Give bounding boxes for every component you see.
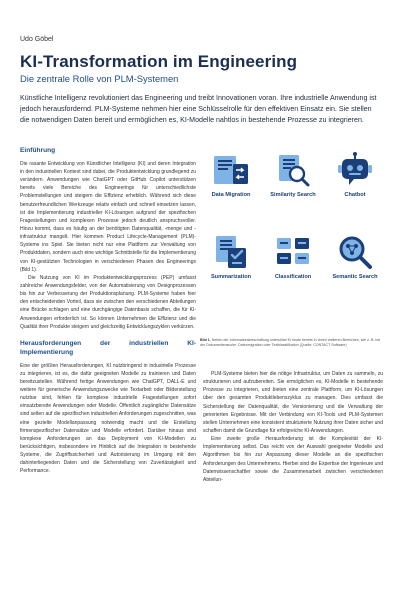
chatbot-icon (335, 150, 375, 190)
figure-label-chatbot: Chatbot (344, 192, 366, 198)
article-author: Udo Göbel (20, 36, 54, 43)
figure-label-classification: Classification (274, 274, 312, 280)
challenges-paragraph-1: Eine der größten Herausforderungen, KI nutzbringend in industrielle Prozesse zu integrieren, ist es, die dafür geeigneten Modelle zu trainieren und Daten bereitzustellen. Während fertige Anwendungen wie ChatGPT, DALL-E und weitere für generische Anwendungszwecke wie Textarbeit oder Bilderstellung nutzbar sind, fehlen für komplexe industrielle Fragestellungen sofort einsatzbereite Anwendungen oder Modelle. Öffentlich zugängliche Datensätze sind selten auf die spezifischen industriellen Anforderungen zugeschnitten, was eine gezielte Modellanpassung notwendig macht und die Erstellung firmenspezifischer Datensätze und Modelle erfordert. Darüber hinaus sind komplexe Anforderungen an das Deployment von KI-Modellen zu berücksichtigen, insbesondere im Hinblick auf die Integration in bestehende Systeme, die Zugriffssicherheit und Autorisierung im Umgang mit den dahinterliegenden Daten und die Sicherstellung von Zuverlässigkeit und Performance. (20, 362, 196, 475)
figure-item-classification (262, 232, 324, 281)
figure-caption-label: Bild 1. (200, 338, 211, 342)
figure-ai-use-cases (200, 150, 385, 330)
figure-caption (200, 338, 385, 348)
figure-item-summarization (200, 232, 262, 281)
figure-label-similarity-search: Similarity Search (270, 192, 316, 198)
figure-label-semantic-search: Semantic Search (332, 274, 378, 280)
article-subtitle: Die zentrale Rolle von PLM-Systemen (20, 73, 179, 84)
right-column (203, 370, 383, 484)
data-migration-icon (211, 150, 251, 190)
figure-item-similarity-search (262, 150, 324, 199)
article-title: KI-Transformation im Engineering (20, 52, 298, 71)
figure-item-chatbot (324, 150, 386, 199)
figure-caption-text: Neben der Informationsbeschaffung unterstützt KI heute bereits in vielen weiteren Bereichen, wie z. B. bei der Dokumentensuche, Datenmigration oder Textklassifikation (Quelle: CONTACT Software) (200, 338, 381, 348)
intro-heading: Einführung (20, 147, 56, 154)
figure-item-data-migration (200, 150, 262, 199)
intro-paragraph-1: Die rasante Entwicklung von Künstlicher Intelligenz (KI) und deren Integration in den industriellen Kontext sind dabei, die Produktentwicklung grundlegend zu verändern. Anwendungen wie ChatGPT oder GitHub Copilot unterstützen bereits viele Bereiche des Engineerings für unterschiedlichste Problemstellungen und steigern die Effizienz erheblich. Während sich diese benutzerfreundlichen Werkzeuge relativ einfach und schnell einsetzen lassen, ist die Implementierung industrieller KI-Lösungen aufgrund der spezifischen Fragestellungen und komplexen Prozesse jedoch deutlich anspruchsvoller. Hinzu kommt, dass es häufig an der benötigten Datenqualität, -menge und -infrastruktur mangelt. Hier kommen Product Lifecycle-Management (PLM)-Systeme ins Spiel. Sie bieten nicht nur eine Plattform zur Verwaltung von Produktdaten, sondern auch eine wichtige Schnittstelle für die Implementierung von KI-gestützten Technologien in verschiedenen Phasen des Engineerings (Bild 1). (20, 160, 196, 273)
article-lead: Künstliche Intelligenz revolutioniert das Engineering und treibt Innovationen voran. Ihre industrielle Anwendung ist jedoch herausfordernd. PLM-Systeme nehmen hier eine Schlüsselrolle für den effektiven Einsatz ein. Sie stellen die notwendigen Daten bereit und ermöglichen es, KI-Modelle nahtlos in bestehende Prozesse zu integrieren. (20, 94, 377, 124)
similarity-search-icon (273, 150, 313, 190)
semantic-search-icon (335, 232, 375, 272)
figure-label-summarization: Summarization (210, 274, 252, 280)
figure-item-semantic-search (324, 232, 386, 281)
figure-label-data-migration: Data Migration (211, 192, 251, 198)
challenges-heading: Herausforderungen der industriellen KI-Implementierung (20, 339, 196, 356)
left-column (20, 147, 196, 476)
intro-paragraph-2: Die Nutzung von KI im Produktentwicklungsprozess (PEP) umfasst zahlreiche Anwendungsfelder, von der Automatisierung von Designprozessen bis hin zur Verbesserung der Produktionsplanung. PLM-Systeme haben hier den entscheidenden Vorteil, dass sie zwischen den verschiedenen Abteilungen eine Brücke schlagen und eine durchgängige Datenbasis schaffen, die für KI-Anwendungen erforderlich ist. So können Unternehmen die Effizienz und die Qualität ihrer Produkte steigern und gleichzeitig Entwicklungszyklen verkürzen. (20, 274, 196, 330)
summarization-icon (211, 232, 251, 272)
challenges-paragraph-2: PLM-Systeme bieten hier die nötige Infrastruktur, um Daten zu sammeln, zu strukturieren und aufzubereiten. Sie ermöglichen es, KI-Modelle in bestehende Prozesse zu integrieren, und bieten eine zentrale Plattform, um KI-Lösungen über den gesamten Produktlebenszyklus zu managen. Dies umfasst die Sicherstellung der Datenqualität, die Versionierung und die Verwaltung der generierten Ergebnisse. Mit der Verbindung von KI-Tools und PLM-Systemen stellen Unternehmen eine konsistent strukturierte Nutzung ihrer Daten sicher und schaffen damit die Grundlage für erfolgreiche KI-Anwendungen. (203, 371, 383, 434)
classification-icon (273, 232, 313, 272)
challenges-paragraph-3: Eine zweite große Herausforderung ist die Komplexität der KI-Implementierung selbst. Das reicht von der Auswahl geeigneter Modelle und Algorithmen bis hin zur Anpassung dieser Modelle an die spezifischen Anforderungen des Unternehmens. Hierbei sind die Expertise der Ingenieure und Datenwissenschaftler sowie die Zusammenarbeit zwischen verschiedenen Abteilun- (203, 436, 383, 483)
